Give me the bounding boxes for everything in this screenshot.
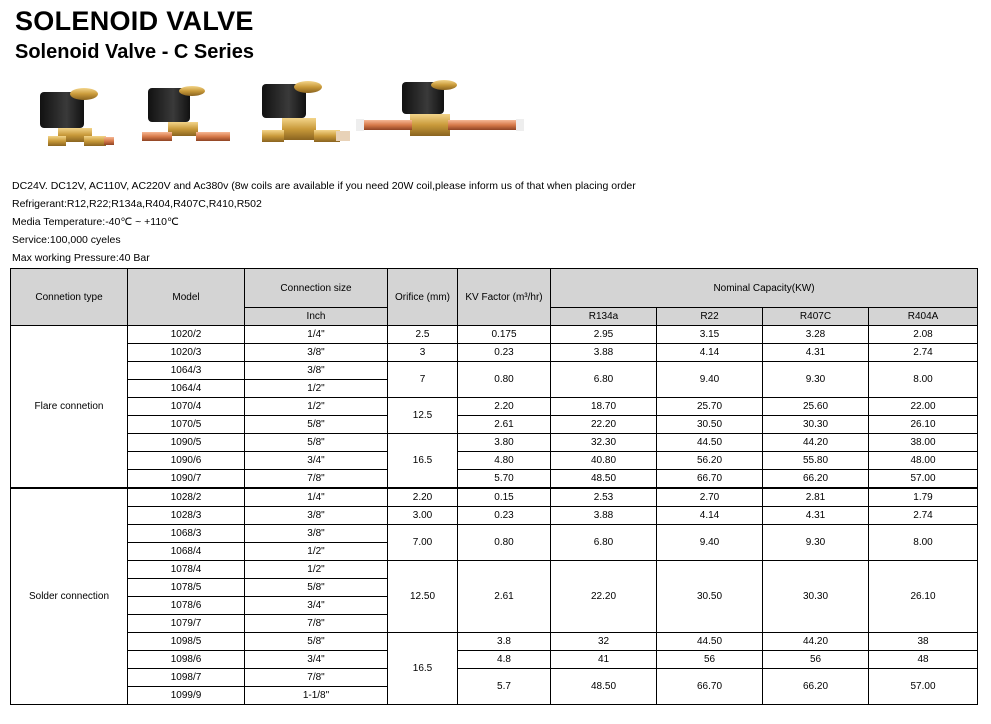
cell-model: 1070/5 bbox=[128, 416, 245, 434]
cell-r134a: 48.50 bbox=[551, 669, 657, 705]
table-row bbox=[11, 398, 978, 416]
table-row bbox=[11, 488, 978, 507]
cell-r404a: 26.10 bbox=[869, 416, 978, 434]
cell-r404a: 48.00 bbox=[869, 452, 978, 470]
header-orifice: Orifice (mm) bbox=[388, 269, 458, 326]
cell-r407c: 9.30 bbox=[763, 362, 869, 398]
cell-r407c: 9.30 bbox=[763, 525, 869, 561]
cell-r22: 4.14 bbox=[657, 344, 763, 362]
header-r134a: R134a bbox=[551, 308, 657, 326]
cell-size: 1/4" bbox=[245, 326, 388, 344]
cell-model: 1070/4 bbox=[128, 398, 245, 416]
cell-kv: 2.20 bbox=[458, 398, 551, 416]
cell-orifice: 12.5 bbox=[388, 398, 458, 434]
cell-size: 3/4" bbox=[245, 597, 388, 615]
header-model: Model bbox=[128, 269, 245, 326]
cell-size: 1/4" bbox=[245, 488, 388, 507]
table-row bbox=[11, 344, 978, 362]
spec-pressure: Max working Pressure:40 Bar bbox=[12, 252, 150, 264]
cell-r407c: 4.31 bbox=[763, 507, 869, 525]
cell-r22: 2.70 bbox=[657, 488, 763, 507]
page-subtitle: Solenoid Valve - C Series bbox=[15, 41, 254, 63]
cell-r134a: 40.80 bbox=[551, 452, 657, 470]
cell-orifice: 16.5 bbox=[388, 434, 458, 489]
cell-kv: 0.175 bbox=[458, 326, 551, 344]
cell-r404a: 57.00 bbox=[869, 470, 978, 489]
cell-r22: 56 bbox=[657, 651, 763, 669]
specification-table bbox=[10, 268, 978, 705]
cell-size: 7/8" bbox=[245, 669, 388, 687]
table-row bbox=[11, 434, 978, 452]
cell-r407c: 66.20 bbox=[763, 470, 869, 489]
cell-model: 1090/6 bbox=[128, 452, 245, 470]
cell-kv: 2.61 bbox=[458, 561, 551, 633]
cell-r134a: 6.80 bbox=[551, 362, 657, 398]
spec-service: Service:100,000 cyeles bbox=[12, 234, 121, 246]
cell-model: 1064/4 bbox=[128, 380, 245, 398]
black-coil-valve-icon bbox=[40, 88, 114, 146]
cell-r22: 56.20 bbox=[657, 452, 763, 470]
cell-r134a: 22.20 bbox=[551, 416, 657, 434]
cell-size: 3/4" bbox=[245, 651, 388, 669]
cell-r407c: 30.30 bbox=[763, 561, 869, 633]
cell-size: 1/2" bbox=[245, 561, 388, 579]
header-r404a: R404A bbox=[869, 308, 978, 326]
cell-r22: 4.14 bbox=[657, 507, 763, 525]
cell-size: 3/4" bbox=[245, 452, 388, 470]
cell-r134a: 2.95 bbox=[551, 326, 657, 344]
cell-model: 1064/3 bbox=[128, 362, 245, 380]
spec-voltage: DC24V. DC12V, AC110V, AC220V and Ac380v (8w coils are available if you need 20W coil,please inform us of that when placing order bbox=[12, 180, 636, 192]
cell-r134a: 32.30 bbox=[551, 434, 657, 452]
table-row bbox=[11, 326, 978, 344]
cell-r134a: 32 bbox=[551, 633, 657, 651]
cell-r22: 9.40 bbox=[657, 362, 763, 398]
cell-r134a: 41 bbox=[551, 651, 657, 669]
header-r407c: R407C bbox=[763, 308, 869, 326]
long-copper-pipe-valve-icon bbox=[356, 80, 524, 136]
cell-model: 1068/3 bbox=[128, 525, 245, 543]
cell-size: 3/8" bbox=[245, 362, 388, 380]
cell-model: 1079/7 bbox=[128, 615, 245, 633]
cell-size: 7/8" bbox=[245, 615, 388, 633]
table-row bbox=[11, 507, 978, 525]
cell-size: 1/2" bbox=[245, 380, 388, 398]
header-connection-size: Connection size bbox=[245, 269, 388, 308]
table-row bbox=[11, 362, 978, 380]
page-title: SOLENOID VALVE bbox=[15, 6, 254, 36]
table-row bbox=[11, 669, 978, 687]
cell-size: 5/8" bbox=[245, 633, 388, 651]
cell-size: 1/2" bbox=[245, 398, 388, 416]
cell-r407c: 25.60 bbox=[763, 398, 869, 416]
cell-orifice: 12.50 bbox=[388, 561, 458, 633]
cell-model: 1098/7 bbox=[128, 669, 245, 687]
cell-model: 1020/3 bbox=[128, 344, 245, 362]
cell-kv: 3.80 bbox=[458, 434, 551, 452]
black-coil-copper-valve-icon bbox=[142, 86, 230, 141]
cell-kv: 3.8 bbox=[458, 633, 551, 651]
cell-r404a: 2.08 bbox=[869, 326, 978, 344]
cell-model: 1028/3 bbox=[128, 507, 245, 525]
cell-orifice: 7 bbox=[388, 362, 458, 398]
cell-r22: 66.70 bbox=[657, 470, 763, 489]
cell-r407c: 55.80 bbox=[763, 452, 869, 470]
cell-model: 1028/2 bbox=[128, 488, 245, 507]
cell-r22: 44.50 bbox=[657, 434, 763, 452]
cell-r22: 30.50 bbox=[657, 561, 763, 633]
cell-size: 7/8" bbox=[245, 470, 388, 489]
cell-r404a: 8.00 bbox=[869, 525, 978, 561]
black-coil-brass-valve-icon bbox=[262, 81, 350, 142]
cell-size: 3/8" bbox=[245, 507, 388, 525]
cell-model: 1090/5 bbox=[128, 434, 245, 452]
cell-r22: 9.40 bbox=[657, 525, 763, 561]
spec-temperature: Media Temperature:-40℃ ~ +110℃ bbox=[12, 216, 179, 228]
cell-orifice: 16.5 bbox=[388, 633, 458, 705]
cell-size: 5/8" bbox=[245, 434, 388, 452]
cell-orifice: 3.00 bbox=[388, 507, 458, 525]
cell-kv: 4.8 bbox=[458, 651, 551, 669]
cell-r407c: 2.81 bbox=[763, 488, 869, 507]
group-flare: Flare connetion bbox=[11, 326, 128, 489]
cell-r404a: 26.10 bbox=[869, 561, 978, 633]
table-row bbox=[11, 470, 978, 489]
cell-orifice: 2.20 bbox=[388, 488, 458, 507]
cell-kv: 0.23 bbox=[458, 344, 551, 362]
cell-orifice: 3 bbox=[388, 344, 458, 362]
cell-kv: 0.80 bbox=[458, 362, 551, 398]
cell-r22: 3.15 bbox=[657, 326, 763, 344]
cell-model: 1098/5 bbox=[128, 633, 245, 651]
cell-size: 3/8" bbox=[245, 525, 388, 543]
cell-r404a: 1.79 bbox=[869, 488, 978, 507]
cell-r134a: 3.88 bbox=[551, 507, 657, 525]
cell-r407c: 66.20 bbox=[763, 669, 869, 705]
table-row bbox=[11, 525, 978, 543]
cell-r407c: 44.20 bbox=[763, 633, 869, 651]
cell-r22: 66.70 bbox=[657, 669, 763, 705]
header-connection-type: Connetion type bbox=[11, 269, 128, 326]
cell-model: 1098/6 bbox=[128, 651, 245, 669]
cell-r404a: 2.74 bbox=[869, 507, 978, 525]
product-photos bbox=[30, 74, 540, 164]
cell-r134a: 3.88 bbox=[551, 344, 657, 362]
cell-r404a: 38 bbox=[869, 633, 978, 651]
cell-r407c: 3.28 bbox=[763, 326, 869, 344]
cell-r404a: 57.00 bbox=[869, 669, 978, 705]
cell-r407c: 4.31 bbox=[763, 344, 869, 362]
cell-r407c: 56 bbox=[763, 651, 869, 669]
cell-kv: 5.7 bbox=[458, 669, 551, 705]
table-row bbox=[11, 416, 978, 434]
cell-r404a: 2.74 bbox=[869, 344, 978, 362]
cell-r22: 30.50 bbox=[657, 416, 763, 434]
table-row bbox=[11, 651, 978, 669]
cell-model: 1099/9 bbox=[128, 687, 245, 705]
cell-size: 1/2" bbox=[245, 543, 388, 561]
cell-r22: 25.70 bbox=[657, 398, 763, 416]
cell-r404a: 48 bbox=[869, 651, 978, 669]
spec-refrigerant: Refrigerant:R12,R22;R134a,R404,R407C,R410,R502 bbox=[12, 198, 262, 210]
cell-kv: 0.15 bbox=[458, 488, 551, 507]
table-row bbox=[11, 452, 978, 470]
cell-size: 5/8" bbox=[245, 416, 388, 434]
cell-r404a: 38.00 bbox=[869, 434, 978, 452]
cell-r134a: 22.20 bbox=[551, 561, 657, 633]
header-nominal-capacity: Nominal Capacity(KW) bbox=[551, 269, 978, 308]
cell-model: 1068/4 bbox=[128, 543, 245, 561]
table-row bbox=[11, 633, 978, 651]
cell-orifice: 7.00 bbox=[388, 525, 458, 561]
cell-kv: 2.61 bbox=[458, 416, 551, 434]
cell-model: 1078/6 bbox=[128, 597, 245, 615]
cell-size: 5/8" bbox=[245, 579, 388, 597]
cell-r22: 44.50 bbox=[657, 633, 763, 651]
cell-kv: 5.70 bbox=[458, 470, 551, 489]
cell-r134a: 18.70 bbox=[551, 398, 657, 416]
header-kv-factor: KV Factor (m³/hr) bbox=[458, 269, 551, 326]
cell-model: 1078/4 bbox=[128, 561, 245, 579]
cell-kv: 0.80 bbox=[458, 525, 551, 561]
cell-kv: 0.23 bbox=[458, 507, 551, 525]
cell-r404a: 8.00 bbox=[869, 362, 978, 398]
header-r22: R22 bbox=[657, 308, 763, 326]
cell-orifice: 2.5 bbox=[388, 326, 458, 344]
cell-r134a: 2.53 bbox=[551, 488, 657, 507]
cell-r407c: 30.30 bbox=[763, 416, 869, 434]
cell-r404a: 22.00 bbox=[869, 398, 978, 416]
cell-r134a: 6.80 bbox=[551, 525, 657, 561]
group-solder: Solder connection bbox=[11, 488, 128, 705]
cell-size: 1-1/8" bbox=[245, 687, 388, 705]
cell-model: 1090/7 bbox=[128, 470, 245, 489]
cell-size: 3/8" bbox=[245, 344, 388, 362]
cell-kv: 4.80 bbox=[458, 452, 551, 470]
cell-r134a: 48.50 bbox=[551, 470, 657, 489]
cell-model: 1078/5 bbox=[128, 579, 245, 597]
table-row bbox=[11, 561, 978, 579]
header-inch: Inch bbox=[245, 308, 388, 326]
cell-model: 1020/2 bbox=[128, 326, 245, 344]
cell-r407c: 44.20 bbox=[763, 434, 869, 452]
